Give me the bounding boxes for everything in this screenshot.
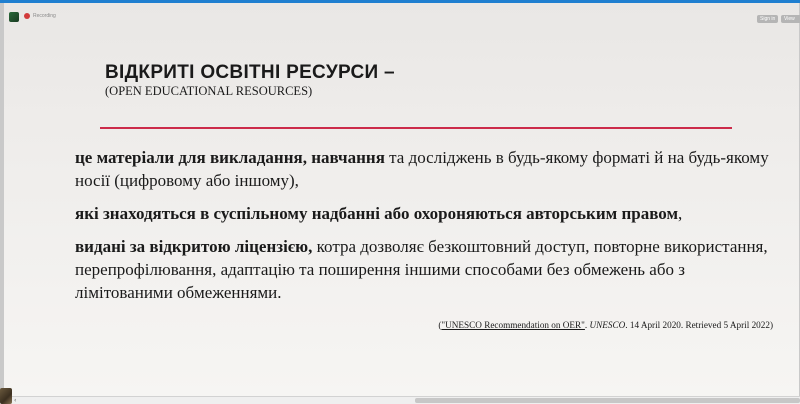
record-dot-icon (24, 13, 30, 19)
paragraph-license (75, 235, 775, 304)
recording-label: Recording (33, 13, 56, 19)
paragraph-license-text: котра дозволяє безкоштовний доступ, повторне використання, перепрофілювання, адаптацію та поширення іншими способами без обмежень або з лімітованими обмеженнями. (75, 237, 768, 302)
presenter-thumbnail[interactable] (0, 388, 12, 404)
slide-subtitle: (OPEN EDUCATIONAL RESOURCES) (105, 84, 313, 98)
citation-tail: . 14 April 2020. Retrieved 5 April 2022) (625, 320, 773, 330)
chevron-left-icon[interactable]: ‹ (14, 397, 17, 404)
recording-indicator (24, 13, 56, 19)
paragraph-definition (75, 146, 775, 192)
app-icon[interactable] (9, 12, 19, 22)
citation-source: UNESCO (589, 320, 626, 330)
slide-title-block (105, 62, 395, 99)
paragraph-copyright-text: , (678, 204, 683, 223)
paragraph-copyright-bold: які знаходяться в суспільному надбанні або охороняються авторським правом (75, 204, 679, 223)
paragraph-definition-text: та досліджень в будь-якому форматі й на будь-якому носії (цифровому або іншому), (75, 148, 769, 190)
title-divider (100, 127, 732, 129)
paragraph-license-bold: видані за відкритою ліцензією, (75, 237, 313, 256)
citation-link[interactable]: "UNESCO Recommendation on OER" (441, 320, 585, 330)
sign-in-button[interactable]: Sign in (757, 15, 778, 23)
citation (438, 320, 773, 330)
viewer-toolbar (0, 3, 800, 27)
paragraph-copyright (75, 202, 775, 225)
slide-title: ВІДКРИТІ ОСВІТНІ РЕСУРСИ – (105, 62, 395, 83)
horizontal-scrollbar-thumb[interactable] (415, 398, 800, 403)
view-button[interactable]: View (781, 15, 800, 23)
paragraph-definition-bold: це матеріали для викладання, навчання (75, 148, 385, 167)
citation-mid: . (584, 320, 590, 330)
slide-body (75, 146, 775, 314)
citation-open: ( (438, 320, 442, 330)
